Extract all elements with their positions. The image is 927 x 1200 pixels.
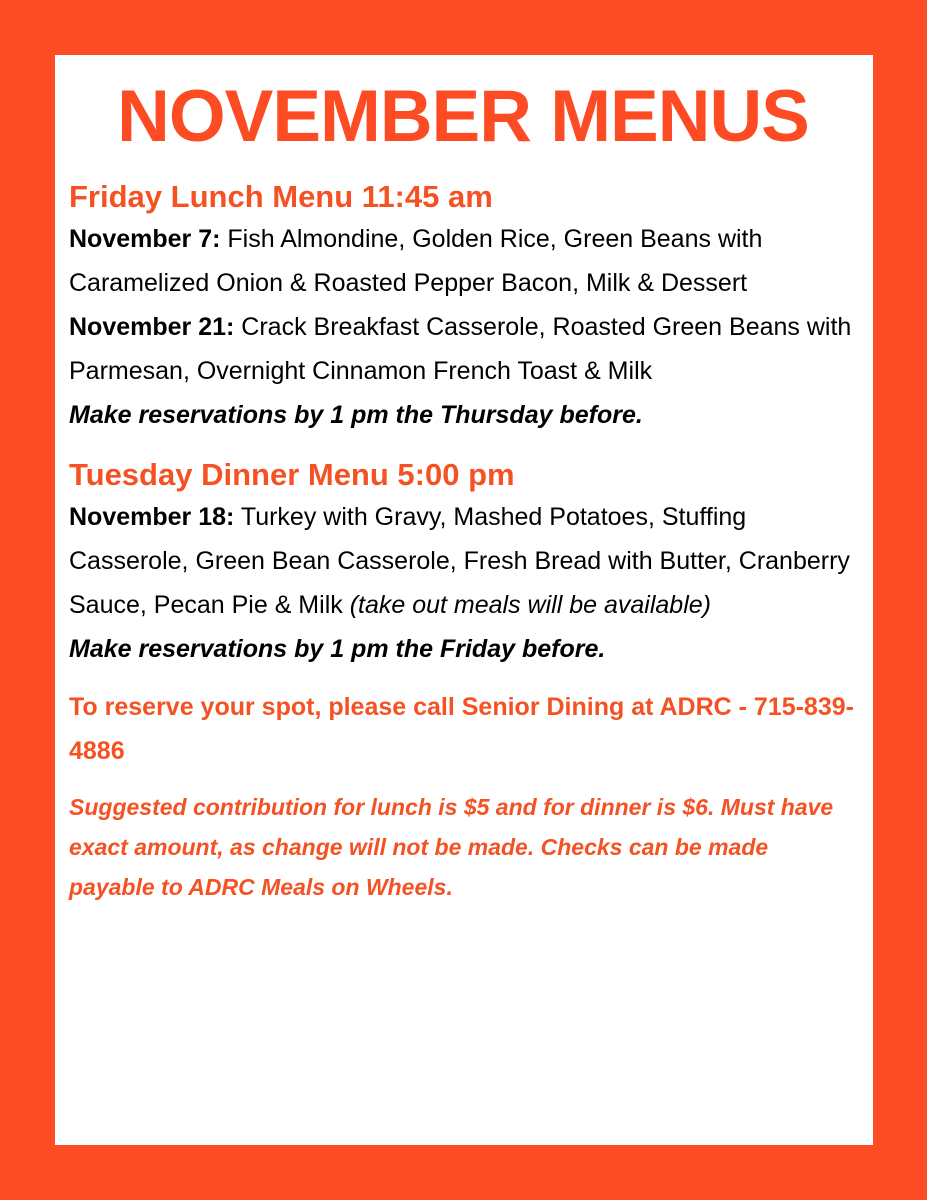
- dinner-reservation-note: Make reservations by 1 pm the Friday before.: [69, 635, 606, 664]
- menu-item-description: Crack Breakfast Casserole, Roasted Green Beans with Parmesan, Overnight Cinnamon French Toast & Milk: [69, 312, 852, 385]
- menu-item-date: November 7:: [69, 224, 221, 253]
- menu-item-date: November 21:: [69, 312, 235, 341]
- menu-item-description: Fish Almondine, Golden Rice, Green Beans with Caramelized Onion & Roasted Pepper Bacon, Milk & Dessert: [69, 224, 763, 297]
- takeout-note: (take out meals will be available): [349, 591, 711, 620]
- menu-item-november-18: [69, 495, 857, 627]
- reservation-contact: To reserve your spot, please call Senior Dining at ADRC - 715-839-4886: [69, 693, 854, 766]
- friday-lunch-heading: Friday Lunch Menu 11:45 am: [69, 178, 493, 214]
- lunch-reservation-note: Make reservations by 1 pm the Thursday before.: [69, 400, 643, 429]
- menu-item-description: Turkey with Gravy, Mashed Potatoes, Stuffing Casserole, Green Bean Casserole, Fresh Bread with Butter, Cranberry Sauce, Pecan Pie & Milk: [69, 503, 850, 620]
- menu-flyer: [55, 55, 873, 1145]
- menu-item-november-7: [69, 217, 857, 305]
- menu-item-november-21: [69, 305, 857, 393]
- menu-item-date: November 18:: [69, 503, 235, 532]
- page-title: NOVEMBER MENUS: [117, 76, 809, 157]
- tuesday-dinner-heading: Tuesday Dinner Menu 5:00 pm: [69, 456, 515, 492]
- contribution-note: Suggested contribution for lunch is $5 and for dinner is $6. Must have exact amount, as change will not be made. Checks can be made payable to ADRC Meals on Wheels.: [69, 794, 834, 901]
